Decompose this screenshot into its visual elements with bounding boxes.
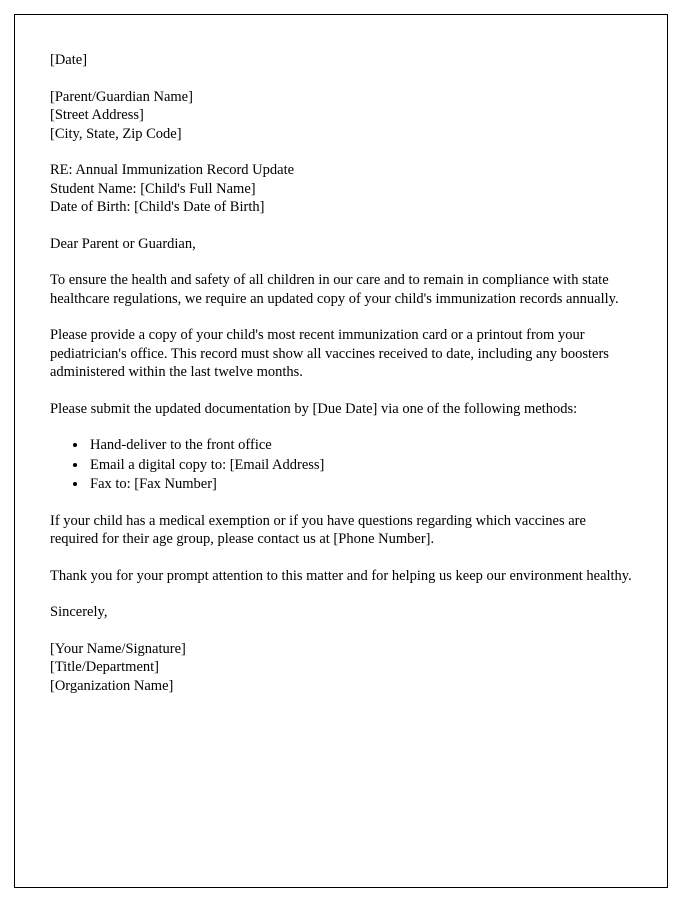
submission-methods-list bbox=[50, 436, 633, 494]
paragraph-exemption: If your child has a medical exemption or if you have questions regarding which vaccines are required for their age group, please contact us at [Phone Number]. bbox=[50, 512, 586, 547]
date-placeholder: [Date] bbox=[50, 52, 88, 68]
paragraph-thank-you: Thank you for your prompt attention to this matter and for helping us keep our environment healthy. bbox=[50, 567, 632, 584]
signature-organization: [Organization Name] bbox=[50, 677, 174, 694]
date-block bbox=[50, 51, 633, 70]
salutation: Dear Parent or Guardian, bbox=[50, 235, 196, 252]
signature-name: [Your Name/Signature] bbox=[50, 640, 186, 657]
list-item-hand-deliver: • Hand-deliver to the front office bbox=[88, 436, 633, 455]
recipient-address-block bbox=[50, 88, 633, 144]
signature-block bbox=[50, 640, 633, 696]
signature-title: [Title/Department] bbox=[50, 659, 159, 675]
list-item-email: • Email a digital copy to: [Email Address] bbox=[88, 456, 633, 475]
letter-body bbox=[15, 15, 667, 743]
recipient-street: [Street Address] bbox=[50, 107, 144, 123]
recipient-city-state-zip: [City, State, Zip Code] bbox=[50, 125, 182, 142]
list-item-fax: • Fax to: [Fax Number] bbox=[88, 475, 633, 494]
date-of-birth-line: Date of Birth: [Child's Date of Birth] bbox=[50, 199, 265, 215]
student-name-line: Student Name: [Child's Full Name] bbox=[50, 180, 256, 197]
sign-off: Sincerely, bbox=[50, 604, 108, 620]
paragraph-submission-deadline: Please submit the updated documentation by [Due Date] via one of the following methods: bbox=[50, 400, 578, 417]
letter-page bbox=[14, 14, 668, 888]
subject-block bbox=[50, 161, 633, 217]
subject-line: RE: Annual Immunization Record Update bbox=[50, 162, 295, 178]
recipient-name: [Parent/Guardian Name] bbox=[50, 88, 193, 105]
paragraph-record-request: Please provide a copy of your child's most recent immunization card or a printout from your pediatrician's office. This record must show all vaccines received to date, including any boosters administered within the last twelve months. bbox=[50, 327, 609, 380]
paragraph-compliance: To ensure the health and safety of all children in our care and to remain in compliance with state healthcare regulations, we require an updated copy of your child's immunization records annually. bbox=[50, 272, 619, 307]
